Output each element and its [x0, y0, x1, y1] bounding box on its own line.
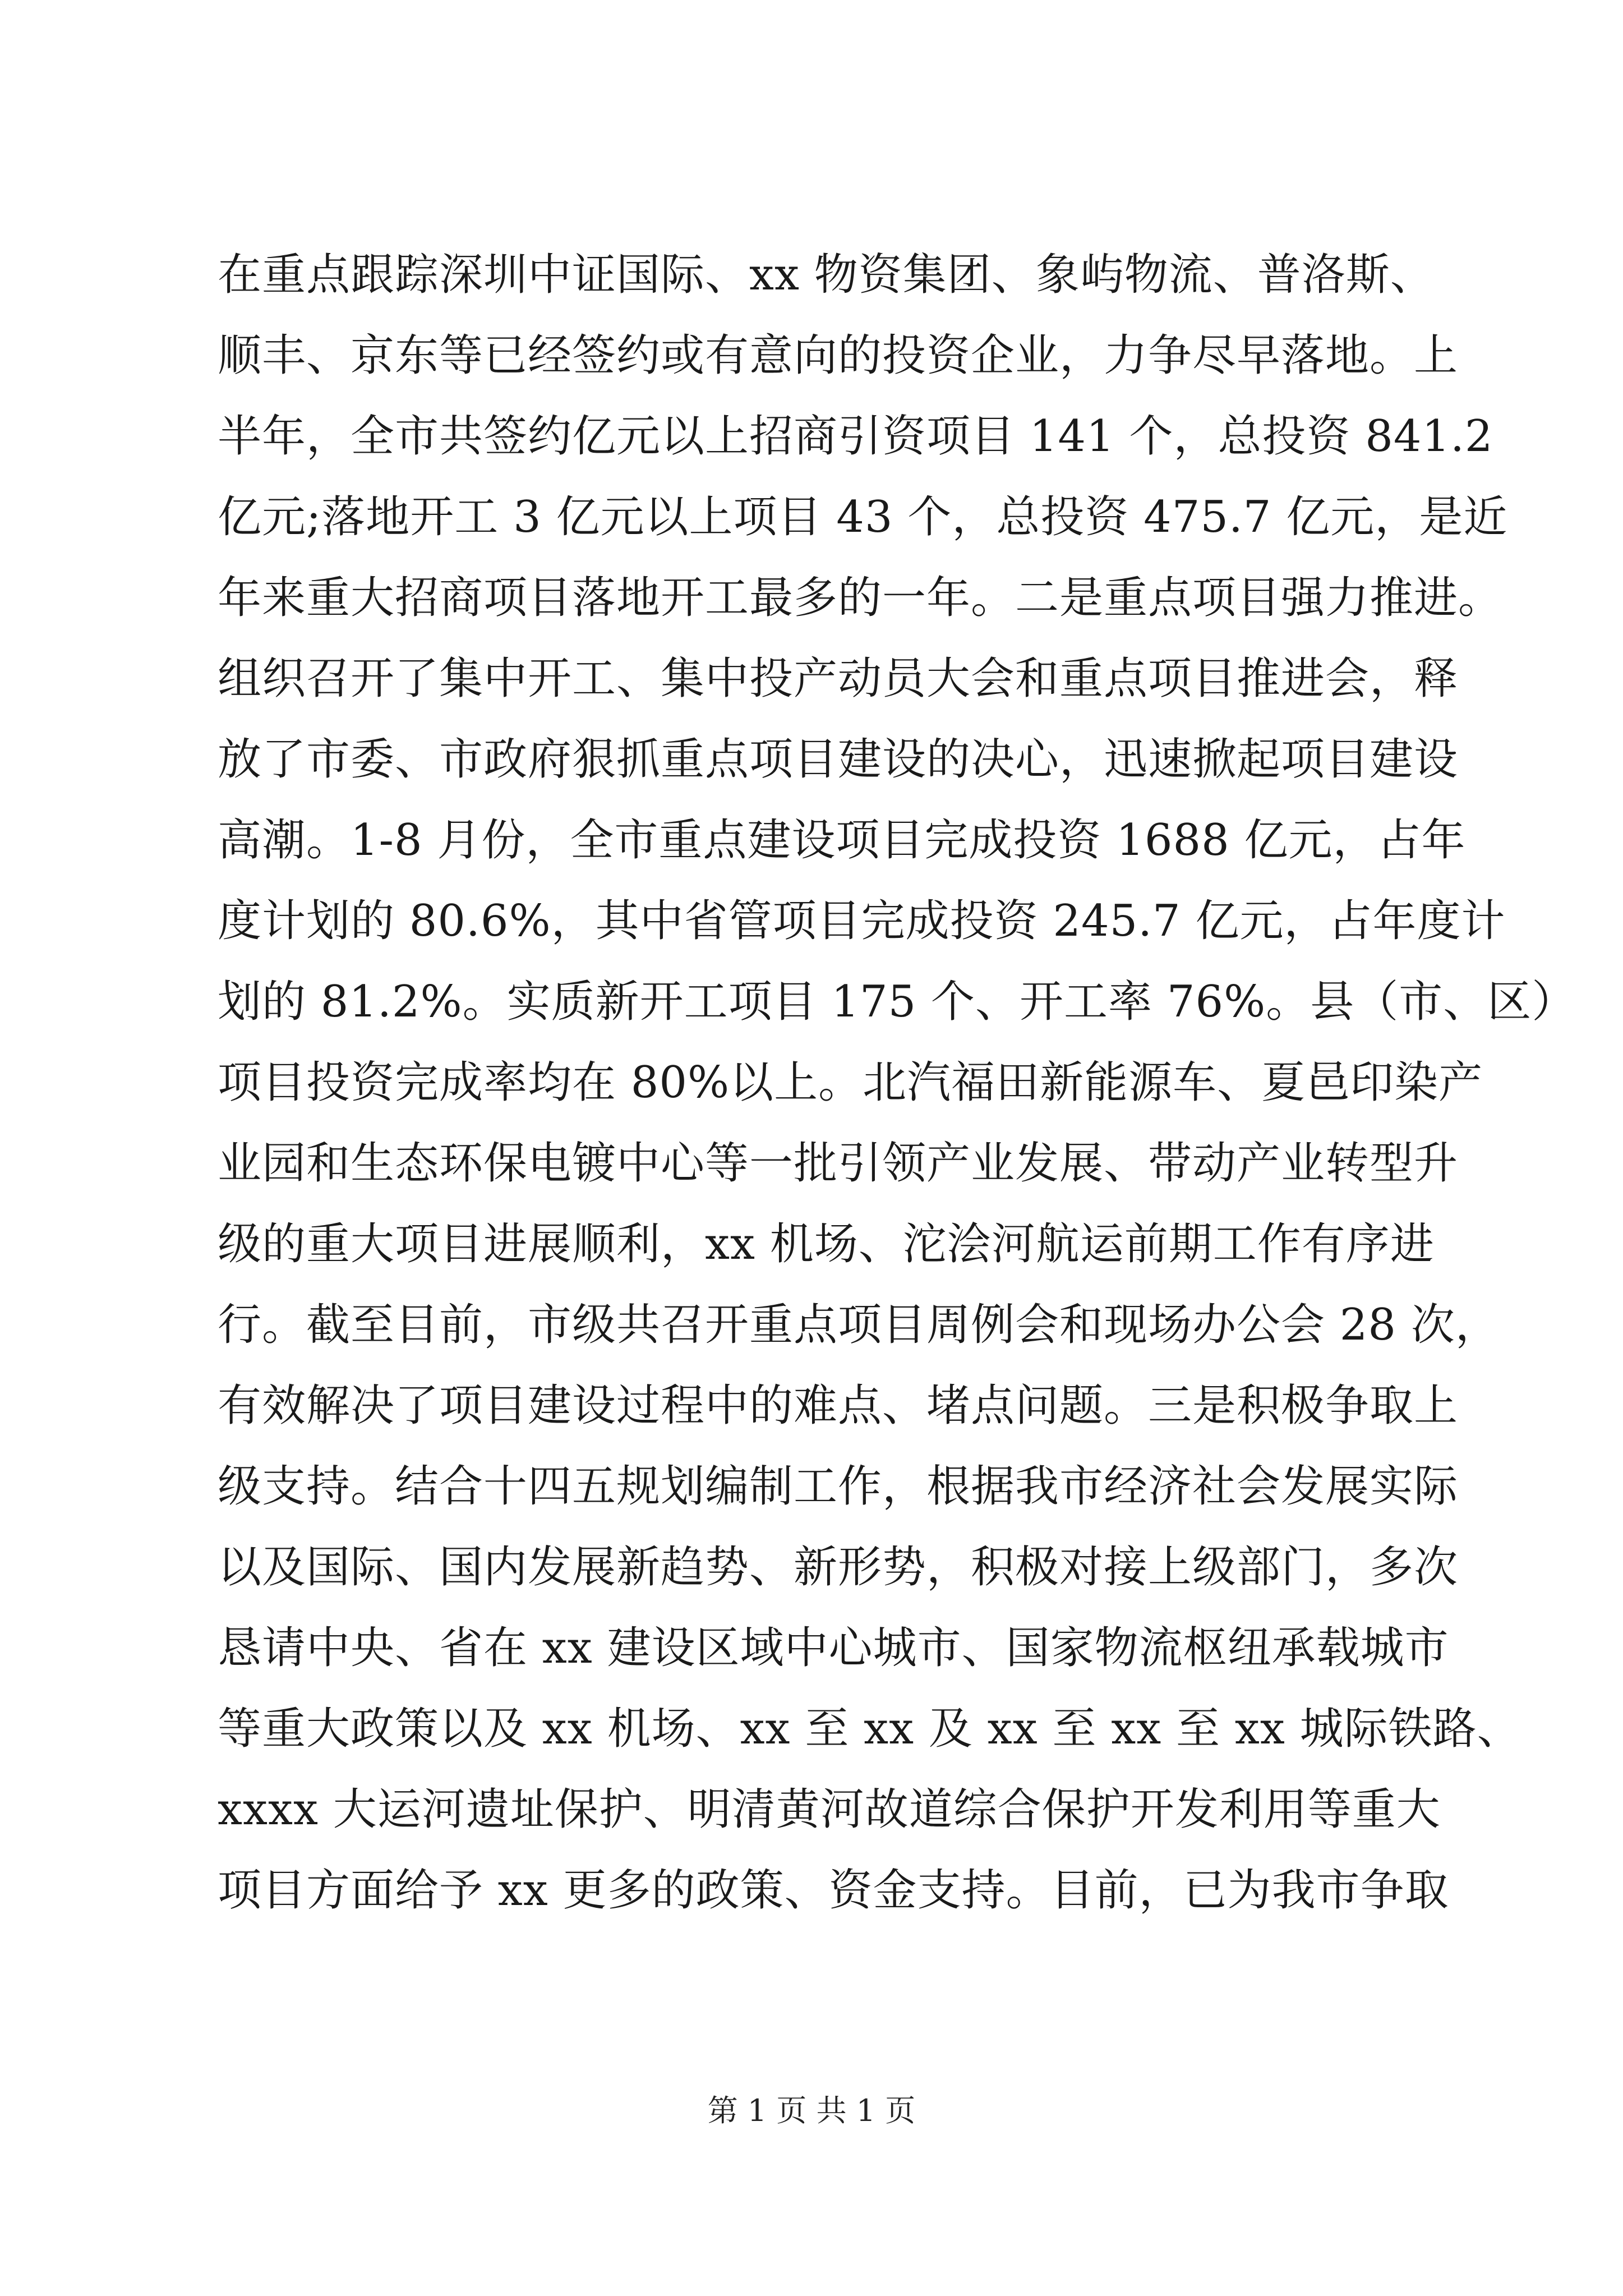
text-line: 级的重大项目进展顺利，xx 机场、沱浍河航运前期工作有序进 — [218, 1219, 1435, 1269]
text-line: 项目投资完成率均在 80%以上。北汽福田新能源车、夏邑印染产 — [218, 1057, 1483, 1108]
text-line: 年来重大招商项目落地开工最多的一年。二是重点项目强力推进。 — [218, 573, 1503, 623]
text-line: 恳请中央、省在 xx 建设区域中心城市、国家物流枢纽承载城市 — [218, 1623, 1449, 1673]
text-line: 半年，全市共签约亿元以上招商引资项目 141 个，总投资 841.2 — [218, 411, 1493, 462]
text-line: 级支持。结合十四五规划编制工作，根据我市经济社会发展实际 — [218, 1461, 1459, 1512]
text-line: 度计划的 80.6%，其中省管项目完成投资 245.7 亿元，占年度计 — [218, 896, 1506, 946]
text-line: 行。截至目前，市级共召开重点项目周例会和现场办公会 28 次， — [218, 1300, 1500, 1350]
text-line: 组织召开了集中开工、集中投产动员大会和重点项目推进会，释 — [218, 654, 1459, 704]
text-line: 划的 81.2%。实质新开工项目 175 个、开工率 76%。县（市、区） — [218, 977, 1576, 1027]
text-line: xxxx 大运河遗址保护、明清黄河故道综合保护开发利用等重大 — [218, 1784, 1441, 1835]
text-line: 顺丰、京东等已经签约或有意向的投资企业，力争尽早落地。上 — [218, 330, 1459, 381]
text-line: 项目方面给予 xx 更多的政策、资金支持。目前，已为我市争取 — [218, 1865, 1449, 1916]
text-line: 等重大政策以及 xx 机场、xx 至 xx 及 xx 至 xx 至 xx 城际铁路、 — [218, 1704, 1521, 1754]
text-line: 业园和生态环保电镀中心等一批引领产业发展、带动产业转型升 — [218, 1138, 1459, 1189]
text-line: 放了市委、市政府狠抓重点项目建设的决心，迅速掀起项目建设 — [218, 734, 1459, 785]
body-paragraph — [218, 234, 1576, 1931]
text-line: 有效解决了项目建设过程中的难点、堵点问题。三是积极争取上 — [218, 1381, 1459, 1431]
page-footer-number: 第 1 页 共 1 页 — [707, 2093, 916, 2128]
text-line: 在重点跟踪深圳中证国际、xx 物资集团、象屿物流、普洛斯、 — [218, 250, 1435, 300]
text-line: 以及国际、国内发展新趋势、新形势，积极对接上级部门，多次 — [218, 1542, 1459, 1593]
text-line: 高潮。1-8 月份，全市重点建设项目完成投资 1688 亿元，占年 — [218, 815, 1466, 866]
text-line: 亿元;落地开工 3 亿元以上项目 43 个，总投资 475.7 亿元，是近 — [218, 492, 1508, 542]
